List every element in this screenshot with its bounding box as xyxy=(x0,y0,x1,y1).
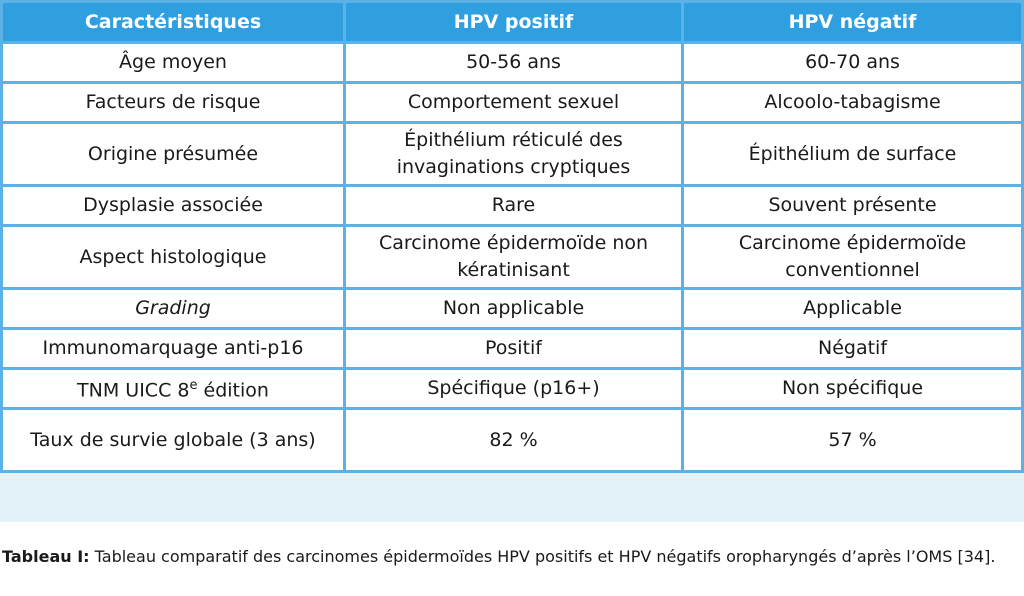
cell-hpv-negative: 57 % xyxy=(684,410,1021,470)
table-header-row xyxy=(3,3,1021,41)
cell-hpv-positive: Carcinome épidermoïde non kératinisant xyxy=(346,227,681,287)
cell-characteristic: Dysplasie associée xyxy=(3,187,343,224)
column-header-hpv-positive: HPV positif xyxy=(346,3,681,41)
cell-hpv-negative: Carcinome épidermoïde conventionnel xyxy=(684,227,1021,287)
cell-hpv-positive: Spécifique (p16+) xyxy=(346,370,681,407)
caption-text: Tableau comparatif des carcinomes épidermoïdes HPV positifs et HPV négatifs oropharyngés d’après l’OMS [34]. xyxy=(89,547,996,566)
cell-hpv-negative: Applicable xyxy=(684,290,1021,327)
cell-hpv-negative: Non spécifique xyxy=(684,370,1021,407)
cell-characteristic: Aspect histologique xyxy=(3,227,343,287)
cell-hpv-negative: Épithélium de surface xyxy=(684,124,1021,184)
cell-hpv-positive: 50-56 ans xyxy=(346,44,681,81)
cell-characteristic: Grading xyxy=(3,290,343,327)
cell-hpv-positive: Comportement sexuel xyxy=(346,84,681,121)
cell-characteristic: TNM UICC 8e édition xyxy=(3,370,343,407)
table-row xyxy=(3,370,1021,407)
cell-hpv-positive: Positif xyxy=(346,330,681,367)
cell-characteristic: Taux de survie globale (3 ans) xyxy=(3,410,343,470)
cell-hpv-positive: Rare xyxy=(346,187,681,224)
column-header-characteristics: Caractéristiques xyxy=(3,3,343,41)
cell-characteristic: Âge moyen xyxy=(3,44,343,81)
cell-hpv-negative: Souvent présente xyxy=(684,187,1021,224)
cell-hpv-positive: 82 % xyxy=(346,410,681,470)
cell-hpv-positive: Épithélium réticulé des invaginations cryptiques xyxy=(346,124,681,184)
cell-characteristic: Immunomarquage anti-p16 xyxy=(3,330,343,367)
column-header-hpv-negative: HPV négatif xyxy=(684,3,1021,41)
cell-hpv-negative: 60-70 ans xyxy=(684,44,1021,81)
table-row xyxy=(3,330,1021,367)
table-row xyxy=(3,410,1021,470)
table-row xyxy=(3,84,1021,121)
cell-characteristic: Origine présumée xyxy=(3,124,343,184)
cell-characteristic: Facteurs de risque xyxy=(3,84,343,121)
table-row xyxy=(3,227,1021,287)
cell-hpv-negative: Négatif xyxy=(684,330,1021,367)
cell-hpv-negative: Alcoolo-tabagisme xyxy=(684,84,1021,121)
table-row xyxy=(3,290,1021,327)
table-caption xyxy=(2,546,1022,568)
cell-hpv-positive: Non applicable xyxy=(346,290,681,327)
table-row xyxy=(3,124,1021,184)
caption-label: Tableau I: xyxy=(2,547,90,566)
table-row xyxy=(3,187,1021,224)
table-row xyxy=(3,44,1021,81)
